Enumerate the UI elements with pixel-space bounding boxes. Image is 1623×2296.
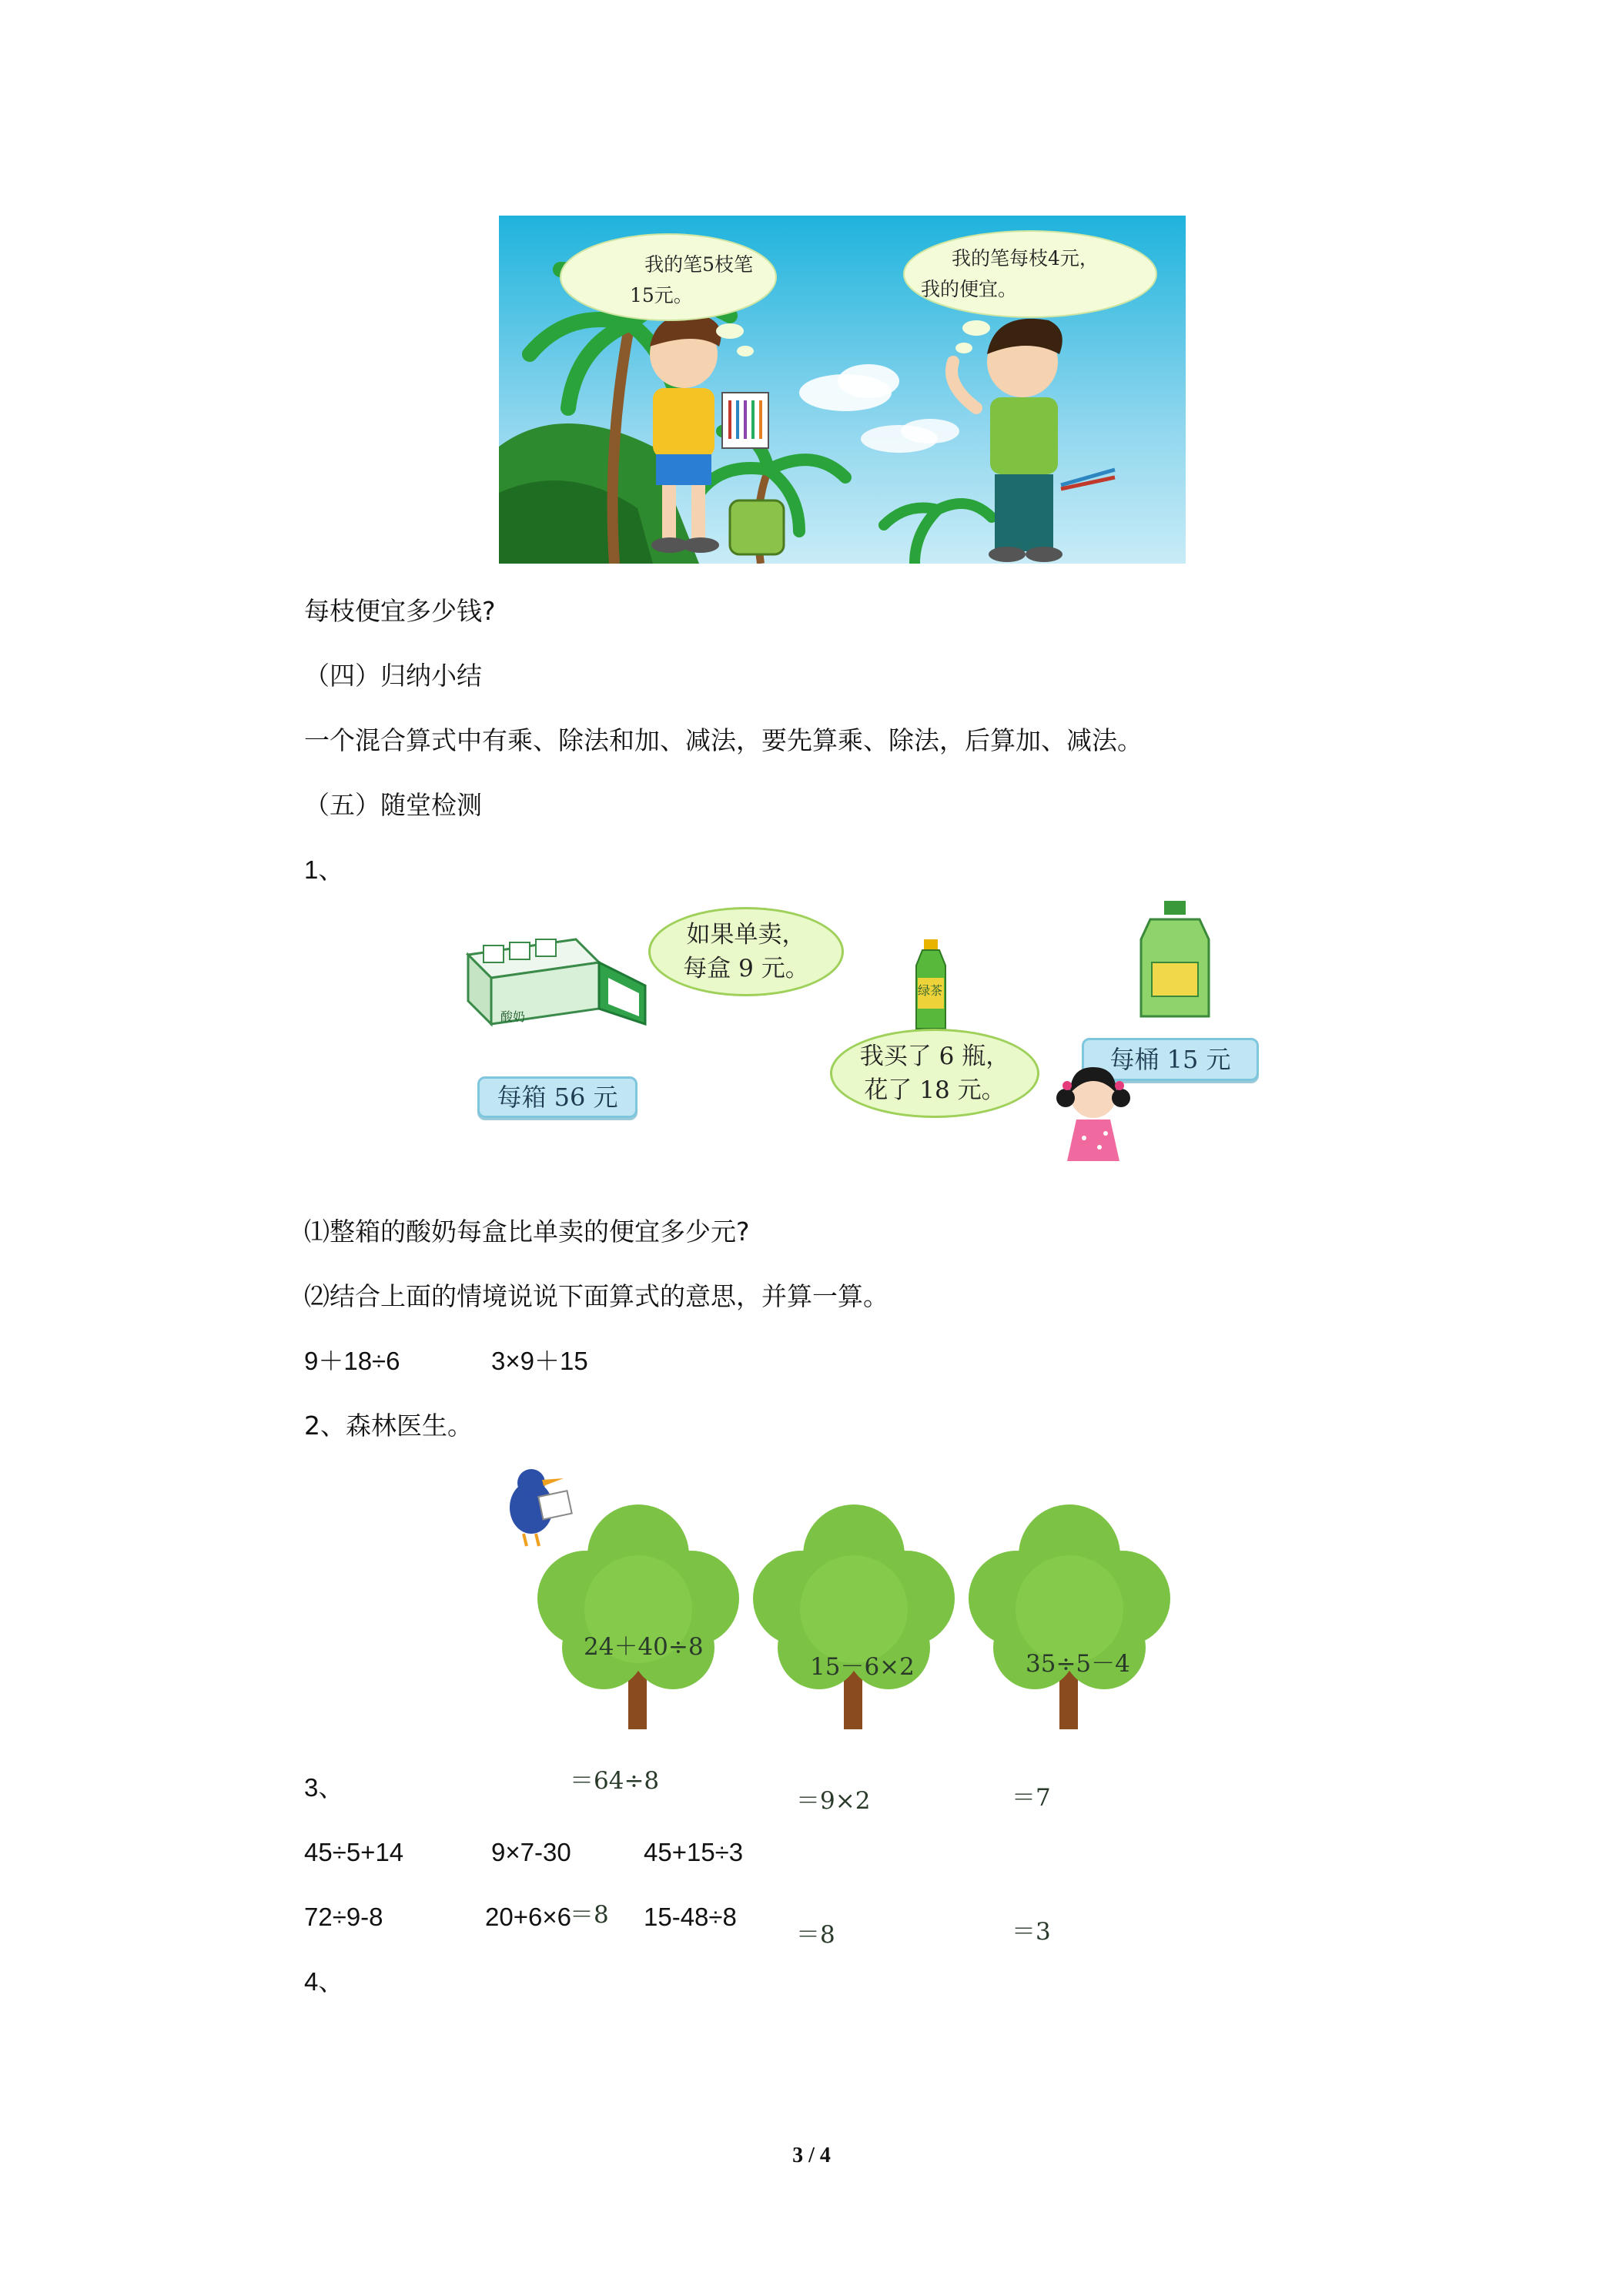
question-main: 每枝便宜多少钱? — [304, 596, 496, 626]
girl-icon — [1047, 1064, 1139, 1170]
tree3-line1: 35÷5－4 — [1026, 1650, 1130, 1678]
right-bubble-line2: 我的便宜。 — [921, 278, 1018, 300]
q3-row2-expr2: 20+6×6 — [485, 1903, 571, 1931]
single-sale-line1: 如果单卖， — [686, 921, 806, 949]
girl-bubble-line1: 我买了 6 瓶， — [859, 1043, 1010, 1070]
q3-label: 3、 — [304, 1773, 344, 1802]
bottle-label: 绿茶 — [918, 983, 943, 998]
tree1-line2: ＝64÷8 — [570, 1767, 660, 1795]
tree1-line3: ＝8 — [570, 1901, 609, 1929]
single-sale-line2: 每盒 9 元。 — [683, 955, 809, 982]
yogurt-label: 酸奶 — [500, 1009, 526, 1024]
left-thought-bubble — [576, 249, 761, 311]
tree2-text — [796, 1555, 915, 2047]
yogurt-box-icon — [460, 924, 653, 1032]
q3-row1-expr3: 45+15÷3 — [644, 1838, 744, 1866]
tree1-line1: 24＋40÷8 — [584, 1633, 704, 1661]
right-thought-bubble — [921, 243, 1152, 305]
tree2-line1: 15－6×2 — [810, 1653, 915, 1681]
q3-row2-expr3: 15-48÷8 — [644, 1903, 737, 1931]
q3-row2-expr1: 72÷9-8 — [304, 1903, 383, 1931]
tree3-line2: ＝7 — [1012, 1784, 1051, 1812]
q1-expr1: 9＋18÷6 — [304, 1347, 400, 1375]
q1-sub2: ⑵结合上面的情境说说下面算式的意思，并算一算。 — [304, 1281, 888, 1311]
scene-pens-illustration — [499, 216, 1186, 564]
right-bubble-line1: 我的笔每枝4元， — [952, 247, 1099, 269]
section5-title: （五）随堂检测 — [304, 790, 482, 820]
q4-label: 4、 — [304, 1967, 344, 1996]
girl-bubble-line2: 花了 18 元。 — [864, 1076, 1006, 1104]
girl-speech-bubble — [830, 1029, 1039, 1118]
q1-sub1: ⑴整箱的酸奶每盒比单卖的便宜多少元? — [304, 1217, 750, 1247]
box-price-tag: 每箱 56 元 — [477, 1076, 637, 1118]
single-sale-bubble — [648, 907, 844, 996]
q3-row1-expr2: 9×7-30 — [491, 1838, 571, 1866]
tree3-text — [1012, 1552, 1130, 2043]
page-number: 3 / 4 — [792, 2144, 831, 2167]
left-bubble-line1: 我的笔5枝笔 — [644, 253, 753, 276]
q1-expr2: 3×9＋15 — [491, 1347, 588, 1375]
bucket-price-tag: 每桶 15 元 — [1082, 1038, 1259, 1081]
tree2-line2: ＝9×2 — [796, 1787, 871, 1815]
summary-text: 一个混合算式中有乘、除法和加、减法，要先算乘、除法，后算加、减法。 — [304, 725, 1143, 755]
tree3-line3: ＝3 — [1012, 1918, 1051, 1946]
q1-label: 1、 — [304, 855, 344, 884]
section4-title: （四）归纳小结 — [304, 661, 482, 691]
green-tea-bucket-icon — [1138, 901, 1212, 1019]
tree2-line3: ＝8 — [796, 1921, 835, 1949]
tree1-text — [570, 1535, 704, 2027]
left-bubble-line2: 15元。 — [630, 284, 693, 306]
q1-illustration — [454, 901, 1270, 1170]
q3-row1-expr1: 45÷5+14 — [304, 1838, 404, 1866]
q2-label: 2、森林医生。 — [304, 1411, 473, 1441]
